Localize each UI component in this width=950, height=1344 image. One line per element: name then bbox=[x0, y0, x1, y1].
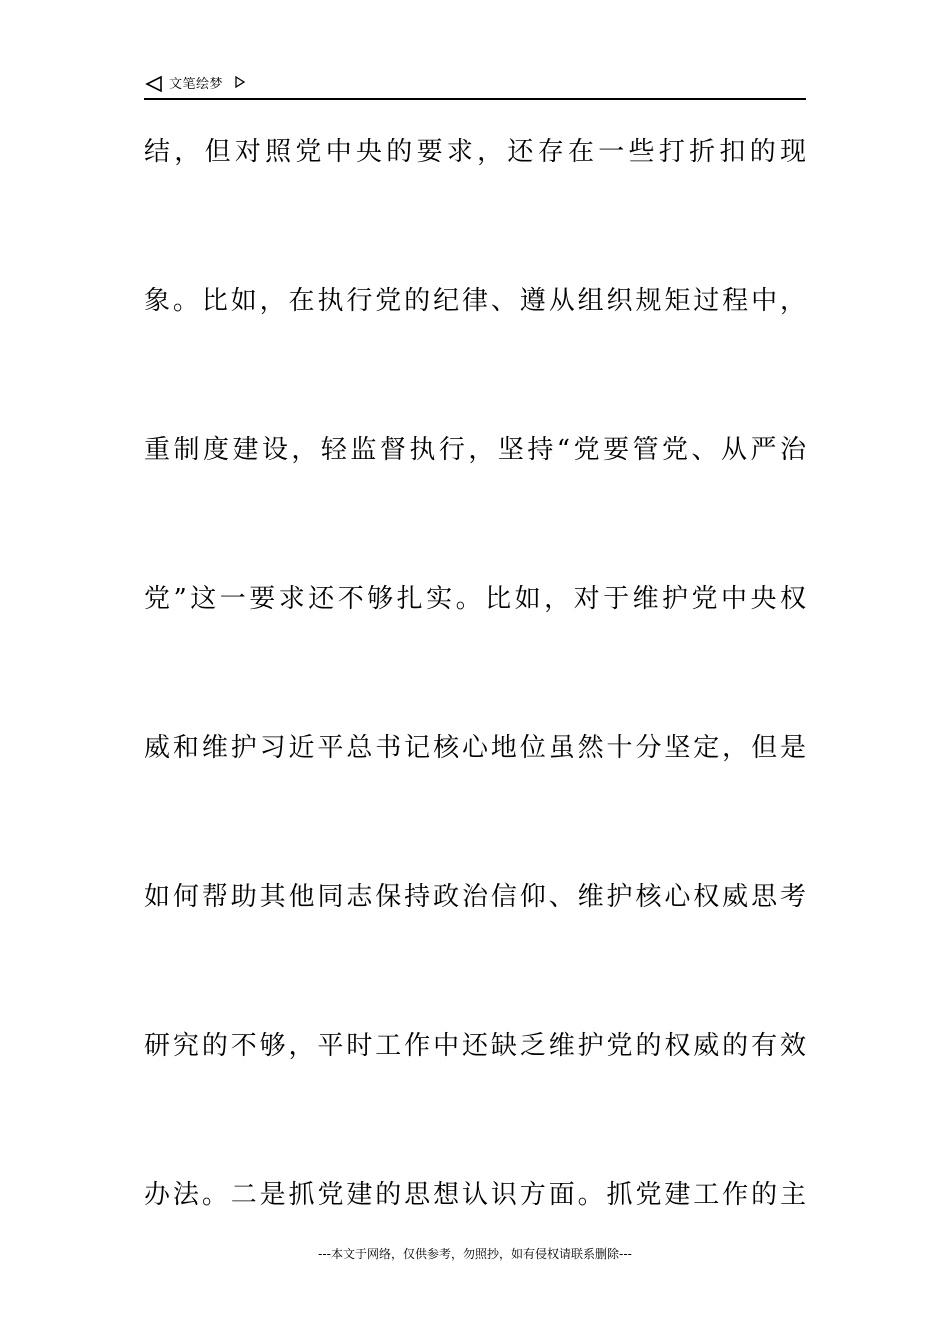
document-body bbox=[144, 0, 806, 1344]
body-line: 办法。二是抓党建的思想认识方面。抓党建工作的主 bbox=[144, 1180, 806, 1210]
body-line: 研究的不够，平时工作中还缺乏维护党的权威的有效 bbox=[144, 1031, 806, 1061]
body-line: 结，但对照党中央的要求，还存在一些打折扣的现 bbox=[144, 137, 806, 167]
body-line: 重制度建设，轻监督执行，坚持“党要管党、从严治 bbox=[144, 435, 806, 465]
body-line: 如何帮助其他同志保持政治信仰、维护核心权威思考 bbox=[144, 882, 806, 912]
body-line: 党”这一要求还不够扎实。比如，对于维护党中央权 bbox=[144, 584, 806, 614]
header-title: 文笔绘梦 bbox=[169, 77, 224, 92]
body-line: 威和维护习近平总书记核心地位虽然十分坚定，但是 bbox=[144, 733, 806, 763]
body-line: 象。比如，在执行党的纪律、遵从组织规矩过程中， bbox=[144, 286, 806, 316]
copyright-note: ---本文于网络，仅供参考，勿照抄，如有侵权请联系删除--- bbox=[318, 1247, 632, 1261]
